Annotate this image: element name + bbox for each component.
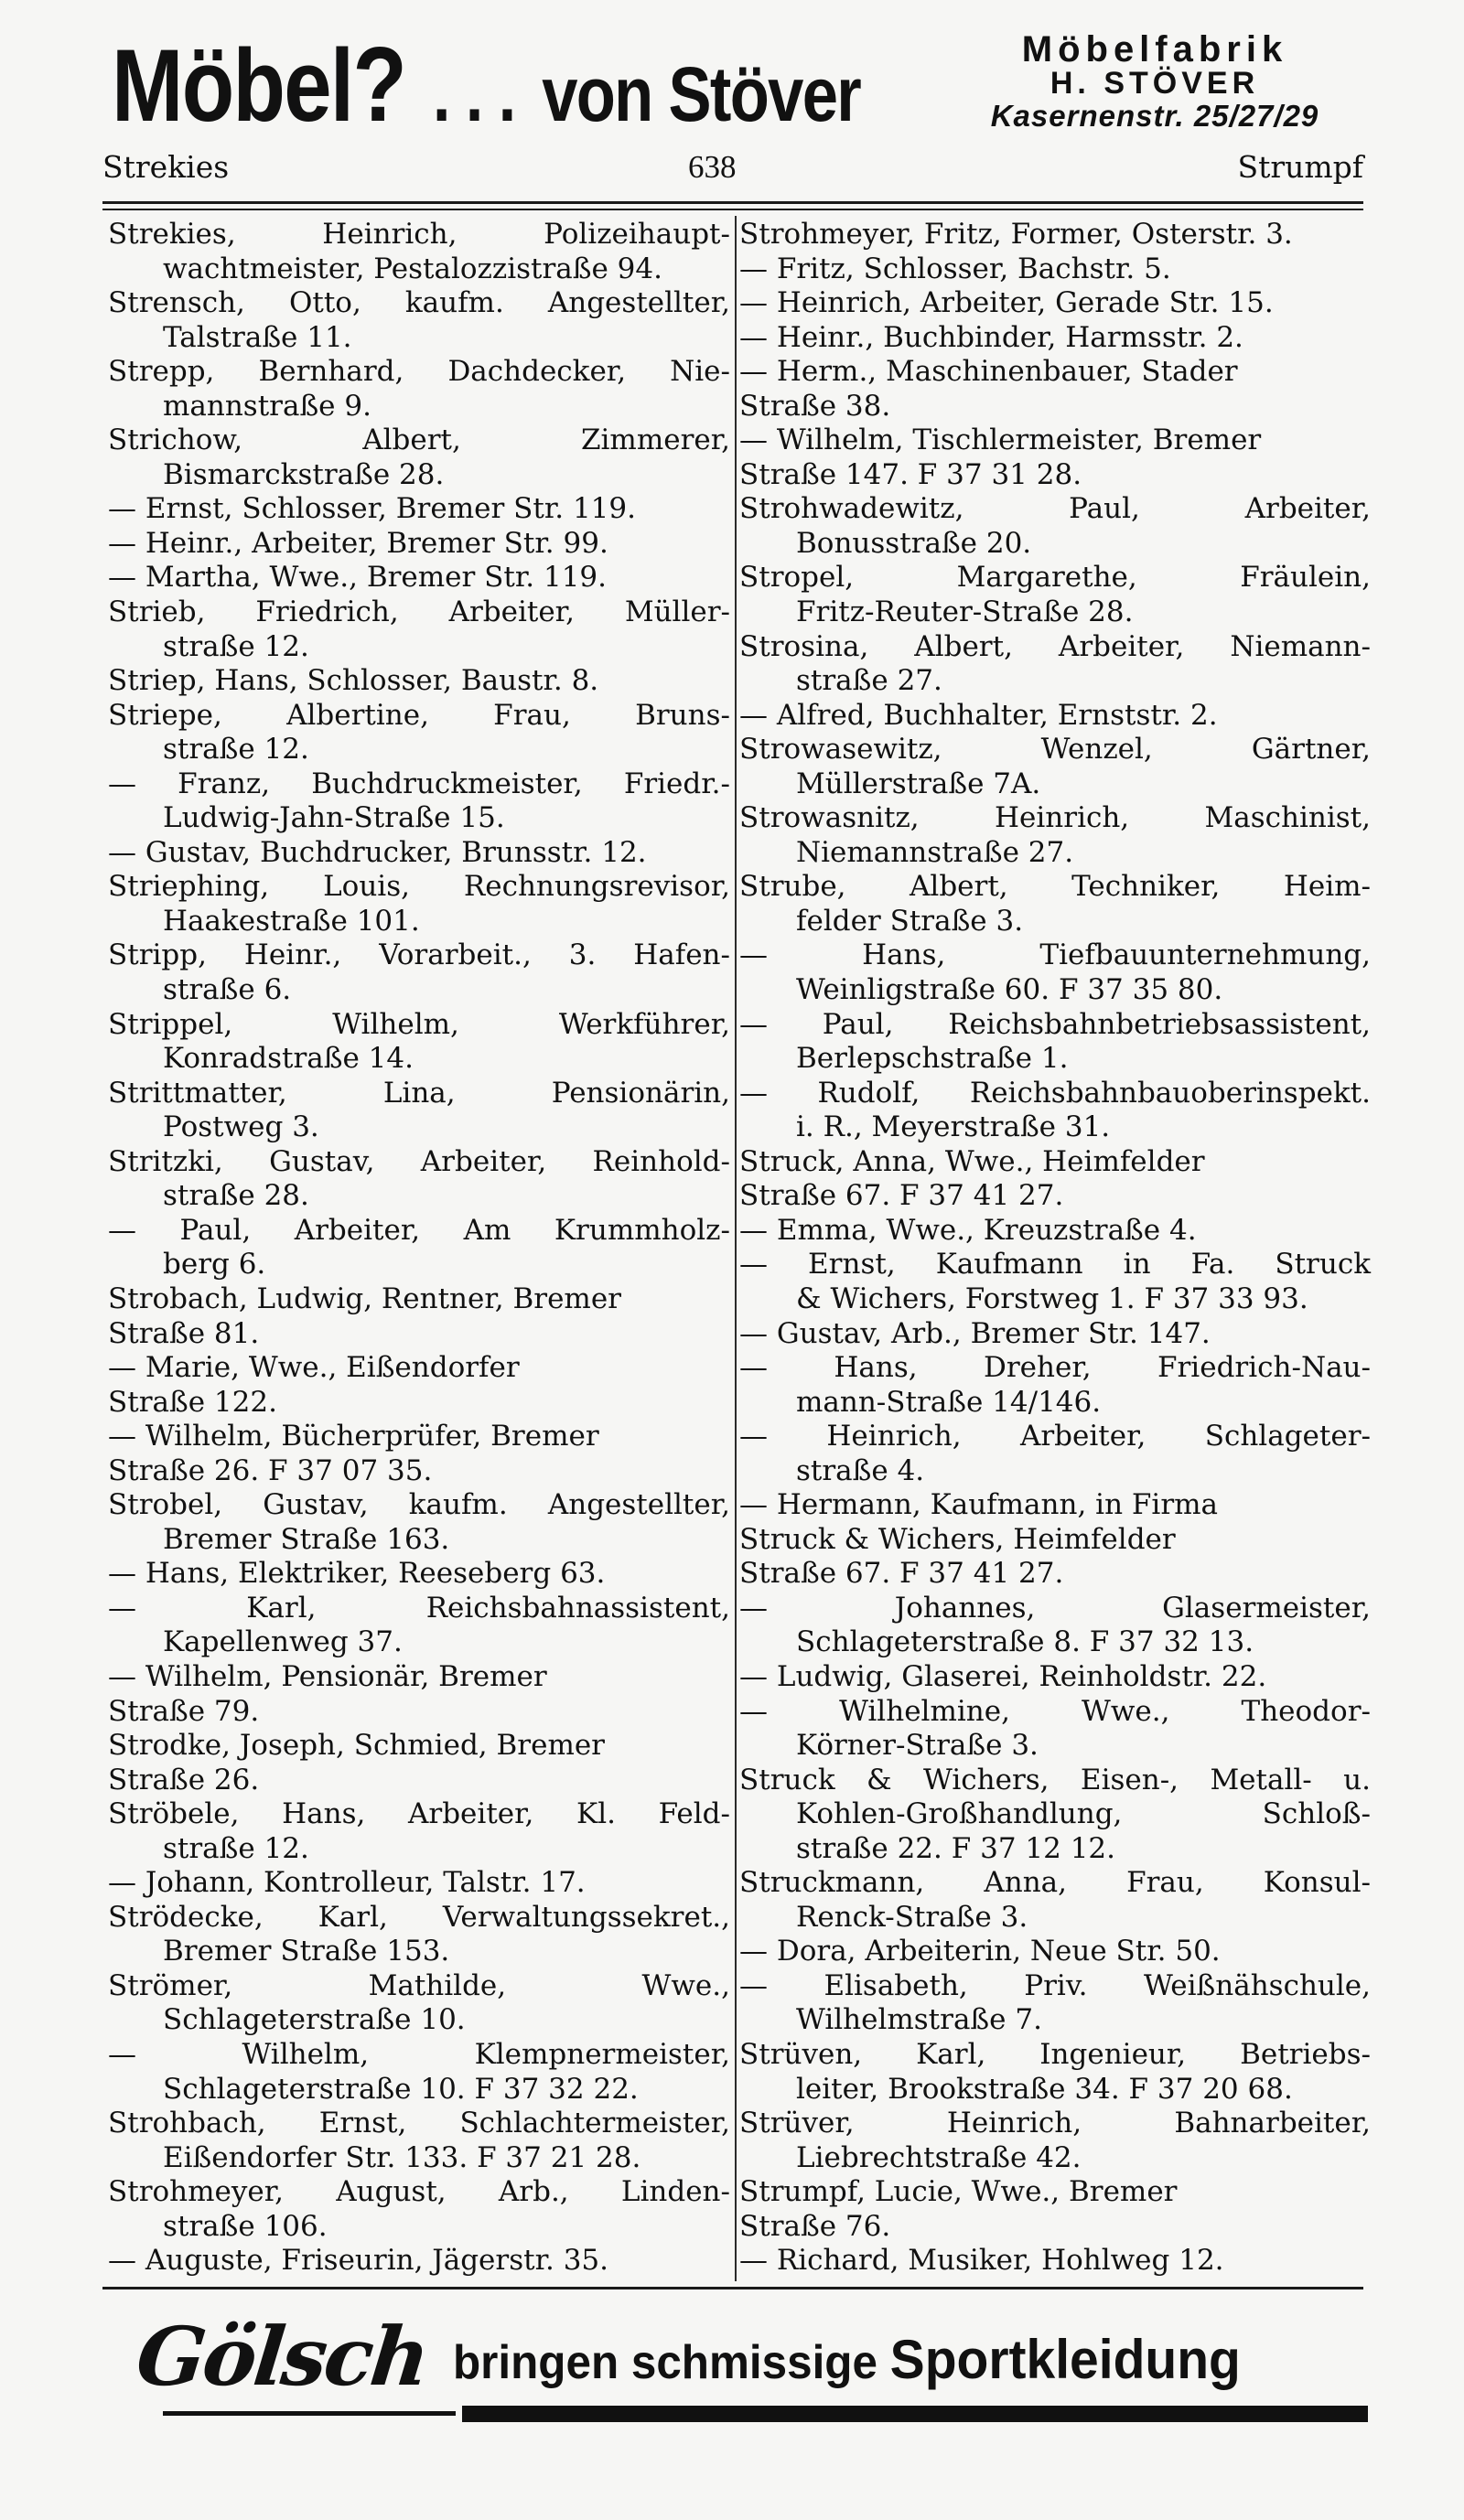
directory-entry-line: Konradstraße 14. <box>163 1042 414 1076</box>
directory-entry-line: Strowasewitz, Wenzel, Gärtner, <box>739 733 1371 767</box>
directory-entry-line: Berlepschstraße 1. <box>796 1042 1069 1076</box>
running-head <box>102 146 1363 188</box>
directory-entry-line: — Paul, Reichsbahnbetriebsassistent, <box>739 1007 1371 1041</box>
directory-entry-line: — Heinr., Arbeiter, Bremer Str. 99. <box>108 526 608 560</box>
directory-entry-line: straße 4. <box>796 1453 925 1487</box>
directory-entry-line: — Auguste, Friseurin, Jägerstr. 35. <box>108 2244 609 2278</box>
directory-entry-line: Strensch, Otto, kaufm. Angestellter, <box>108 286 730 320</box>
directory-entry-line: Strube, Albert, Techniker, Heim- <box>739 870 1371 904</box>
directory-entry-line: Striephing, Louis, Rechnungsrevisor, <box>108 870 730 904</box>
directory-entry-line: Haakestraße 101. <box>163 904 420 938</box>
directory-entry-line: leiter, Brookstraße 34. F 37 20 68. <box>796 2072 1293 2106</box>
directory-entry-line: Kohlen-Großhandlung, Schloß- <box>796 1797 1371 1831</box>
directory-entry-line: — Wilhelm, Pensionär, Bremer <box>108 1659 547 1693</box>
directory-entry-line: Liebrechtstraße 42. <box>796 2140 1082 2174</box>
directory-entry-line: — Paul, Arbeiter, Am Krummholz- <box>108 1213 730 1247</box>
directory-entry-line: Struck & Wichers, Eisen-, Metall- u. <box>739 1763 1371 1796</box>
directory-entry-line: Struck & Wichers, Heimfelder <box>739 1522 1176 1556</box>
header-ad-question: ? <box>352 25 406 144</box>
directory-entry-line: Stritzki, Gustav, Arbeiter, Reinhold- <box>108 1144 730 1178</box>
directory-entry-line: Strowasnitz, Heinrich, Maschinist, <box>739 801 1371 835</box>
directory-entry-line: — Hermann, Kaufmann, in Firma <box>739 1488 1219 1522</box>
directory-entry-line: — Wilhelmine, Wwe., Theodor- <box>739 1694 1371 1728</box>
header-rule <box>102 201 1363 204</box>
directory-entry-line: Struck, Anna, Wwe., Heimfelder <box>739 1144 1205 1178</box>
directory-entry-line: — Heinrich, Arbeiter, Schlageter- <box>739 1420 1371 1453</box>
column-divider <box>735 216 737 2281</box>
header-ad-company-line3: Kasernenstr. 25/27/29 <box>990 99 1319 133</box>
directory-entry-line: i. R., Meyerstraße 31. <box>796 1110 1111 1144</box>
directory-entry-line: Strohbach, Ernst, Schlachtermeister, <box>108 2107 730 2140</box>
directory-entry-line: Ströbele, Hans, Arbeiter, Kl. Feld- <box>108 1797 730 1831</box>
directory-entry-line: Talstraße 11. <box>163 320 352 354</box>
directory-entry-line: Straße 79. <box>108 1694 260 1728</box>
running-head-right: Strumpf <box>1237 149 1363 185</box>
directory-entry-line: Weinligstraße 60. F 37 35 80. <box>796 973 1223 1007</box>
directory-entry-line: Straße 147. F 37 31 28. <box>739 457 1082 491</box>
directory-entry-line: Bremer Straße 153. <box>163 1935 450 1968</box>
directory-entry-line: Straße 76. <box>739 2209 891 2243</box>
directory-entry-line: Strittmatter, Lina, Pensionärin, <box>108 1076 730 1110</box>
directory-entry-line: Schlageterstraße 10. <box>163 2003 466 2037</box>
directory-entry-line: Wilhelmstraße 7. <box>796 2003 1042 2037</box>
directory-entry-line: Stropel, Margarethe, Fräulein, <box>739 561 1371 595</box>
right-column <box>739 218 1371 2279</box>
header-ad-word: Möbel <box>112 28 353 143</box>
directory-entry-line: Eißendorfer Str. 133. F 37 21 28. <box>163 2140 641 2174</box>
directory-entry-line: Schlageterstraße 10. F 37 32 22. <box>163 2072 639 2106</box>
directory-entry-line: straße 106. <box>163 2209 328 2243</box>
directory-entry-line: Müllerstraße 7A. <box>796 767 1041 800</box>
directory-entry-line: — Gustav, Buchdrucker, Brunsstr. 12. <box>108 835 647 869</box>
directory-entry-line: Struckmann, Anna, Frau, Konsul- <box>739 1866 1371 1900</box>
directory-entry-line: mann-Straße 14/146. <box>796 1385 1102 1419</box>
directory-entry-line: — Hans, Elektriker, Reeseberg 63. <box>108 1557 606 1591</box>
directory-entry-line: Renck-Straße 3. <box>796 1900 1028 1934</box>
directory-entry-line: Straße 26. <box>108 1763 260 1796</box>
footer-advertisement <box>132 2305 1363 2424</box>
directory-entry-line: — Heinrich, Arbeiter, Gerade Str. 15. <box>739 286 1274 320</box>
directory-entry-line: Strumpf, Lucie, Wwe., Bremer <box>739 2175 1178 2209</box>
directory-entry-line: Strohmeyer, Fritz, Former, Osterstr. 3. <box>739 218 1293 251</box>
directory-entry-line: Postweg 3. <box>163 1110 319 1144</box>
directory-entry-line: — Heinr., Buchbinder, Harmsstr. 2. <box>739 320 1243 354</box>
directory-entry-line: straße 6. <box>163 973 292 1007</box>
directory-entry-line: — Martha, Wwe., Bremer Str. 119. <box>108 561 608 595</box>
directory-entry-line: — Emma, Wwe., Kreuzstraße 4. <box>739 1213 1197 1247</box>
directory-entry-line: felder Straße 3. <box>796 904 1024 938</box>
directory-entry-line: straße 22. F 37 12 12. <box>796 1831 1115 1865</box>
running-head-left: Strekies <box>102 149 230 185</box>
directory-entry-line: Strosina, Albert, Arbeiter, Niemann- <box>739 629 1371 663</box>
directory-entry-line: — Hans, Dreher, Friedrich-Nau- <box>739 1351 1371 1385</box>
header-ad-von: von Stöver <box>525 51 861 137</box>
directory-entry-line: berg 6. <box>163 1248 266 1281</box>
directory-entry-line: Strieb, Friedrich, Arbeiter, Müller- <box>108 595 730 629</box>
directory-entry-line: — Richard, Musiker, Hohlweg 12. <box>739 2244 1224 2278</box>
directory-entry-line: Straße 81. <box>108 1316 260 1350</box>
directory-entry-line: — Gustav, Arb., Bremer Str. 147. <box>739 1316 1211 1350</box>
directory-entry-line: Niemannstraße 27. <box>796 835 1074 869</box>
footer-rule <box>102 2287 1363 2289</box>
directory-entry-line: — Fritz, Schlosser, Bachstr. 5. <box>739 252 1171 285</box>
directory-entry-line: Bonusstraße 20. <box>796 526 1032 560</box>
footer-ad-logo-underline <box>163 2411 456 2416</box>
directory-entry-line: Strüver, Heinrich, Bahnarbeiter, <box>739 2107 1371 2140</box>
directory-entry-line: Strepp, Bernhard, Dachdecker, Nie- <box>108 355 730 389</box>
directory-entry-line: Straße 122. <box>108 1385 277 1419</box>
directory-entry-line: straße 12. <box>163 1831 309 1865</box>
directory-entry-line: Schlageterstraße 8. F 37 32 13. <box>796 1625 1254 1659</box>
directory-entry-line: — Franz, Buchdruckmeister, Friedr.- <box>108 767 730 800</box>
footer-ad-text-a: bringen schmissige <box>453 2336 890 2389</box>
directory-entry-line: straße 12. <box>163 733 309 767</box>
directory-entry-line: Ludwig-Jahn-Straße 15. <box>163 801 505 835</box>
directory-entry-line: — Rudolf, Reichsbahnbauoberinspekt. <box>739 1076 1371 1110</box>
directory-entry-line: — Ludwig, Glaserei, Reinholdstr. 22. <box>739 1659 1267 1693</box>
directory-entry-line: Strüven, Karl, Ingenieur, Betriebs- <box>739 2037 1371 2071</box>
directory-entry-line: Fritz-Reuter-Straße 28. <box>796 595 1134 629</box>
directory-entry-line: — Marie, Wwe., Eißendorfer <box>108 1351 520 1385</box>
directory-entry-line: — Ernst, Schlosser, Bremer Str. 119. <box>108 492 636 526</box>
directory-entry-line: Strobel, Gustav, kaufm. Angestellter, <box>108 1488 730 1522</box>
directory-entry-line: — Dora, Arbeiterin, Neue Str. 50. <box>739 1935 1221 1968</box>
directory-entry-line: Bismarckstraße 28. <box>163 457 445 491</box>
header-ad-company-line2: H. STÖVER <box>1050 66 1260 101</box>
directory-entry-line: Körner-Straße 3. <box>796 1729 1039 1763</box>
directory-entry-line: — Johann, Kontrolleur, Talstr. 17. <box>108 1866 586 1900</box>
header-ad-slogan <box>112 25 861 145</box>
header-ad-company <box>972 31 1338 134</box>
directory-entry-line: mannstraße 9. <box>163 389 371 423</box>
directory-entry-line: — Ernst, Kaufmann in Fa. Struck <box>739 1248 1371 1281</box>
directory-entry-line: Straße 38. <box>739 389 891 423</box>
left-column <box>108 218 730 2279</box>
directory-entry-line: — Karl, Reichsbahnassistent, <box>108 1591 730 1625</box>
page-number: 638 <box>688 149 737 185</box>
directory-entry-line: Stripp, Heinr., Vorarbeit., 3. Hafen- <box>108 938 730 972</box>
directory-entry-line: Strohmeyer, August, Arb., Linden- <box>108 2175 730 2209</box>
directory-entry-line: — Alfred, Buchhalter, Ernststr. 2. <box>739 698 1218 732</box>
footer-ad-bar <box>462 2406 1368 2422</box>
directory-entry-line: Bremer Straße 163. <box>163 1522 450 1556</box>
header-ad-dots: . . . <box>415 51 515 137</box>
directory-entry-line: Strodke, Joseph, Schmied, Bremer <box>108 1729 605 1763</box>
header-ad-company-line1: Möbelfabrik <box>1021 29 1288 70</box>
directory-entry-line: Strichow, Albert, Zimmerer, <box>108 424 730 457</box>
directory-entry-line: wachtmeister, Pestalozzistraße 94. <box>163 252 662 285</box>
directory-entry-line: — Hans, Tiefbauunternehmung, <box>739 938 1371 972</box>
directory-entry-line: — Elisabeth, Priv. Weißnähschule, <box>739 1968 1371 2002</box>
directory-entry-line: Strömer, Mathilde, Wwe., <box>108 1968 730 2002</box>
directory-entry-line: Strippel, Wilhelm, Werkführer, <box>108 1007 730 1041</box>
footer-ad-slogan <box>453 2331 1241 2392</box>
directory-entry-line: Straße 67. F 37 41 27. <box>739 1557 1064 1591</box>
directory-entry-line: — Wilhelm, Tischlermeister, Bremer <box>739 424 1262 457</box>
footer-ad-text-b: Sportkleidung <box>889 2329 1241 2390</box>
directory-entry-line: & Wichers, Forstweg 1. F 37 33 93. <box>796 1281 1308 1315</box>
directory-entry-line: Striepe, Albertine, Frau, Bruns- <box>108 698 730 732</box>
directory-entry-line: — Johannes, Glasermeister, <box>739 1591 1371 1625</box>
directory-entry-line: straße 12. <box>163 629 309 663</box>
directory-entry-line: Striep, Hans, Schlosser, Baustr. 8. <box>108 664 599 698</box>
directory-entry-line: Strekies, Heinrich, Polizeihaupt- <box>108 218 730 251</box>
directory-entry-line: Kapellenweg 37. <box>163 1625 403 1659</box>
directory-entry-line: — Herm., Maschinenbauer, Stader <box>739 355 1238 389</box>
header-rule-thin <box>102 209 1363 210</box>
directory-entry-line: — Wilhelm, Bücherprüfer, Bremer <box>108 1420 599 1453</box>
footer-ad-logo: Gölsch <box>132 2309 432 2404</box>
directory-entry-line: Strödecke, Karl, Verwaltungssekret., <box>108 1900 730 1934</box>
directory-entry-line: Strohwadewitz, Paul, Arbeiter, <box>739 492 1371 526</box>
directory-entry-line: Strobach, Ludwig, Rentner, Bremer <box>108 1281 621 1315</box>
header-advertisement <box>112 25 1338 144</box>
directory-entry-line: straße 28. <box>163 1179 309 1213</box>
directory-entry-line: — Wilhelm, Klempnermeister, <box>108 2037 730 2071</box>
directory-entry-line: Straße 67. F 37 41 27. <box>739 1179 1064 1213</box>
directory-entry-line: straße 27. <box>796 664 942 698</box>
directory-entry-line: Straße 26. F 37 07 35. <box>108 1453 433 1487</box>
